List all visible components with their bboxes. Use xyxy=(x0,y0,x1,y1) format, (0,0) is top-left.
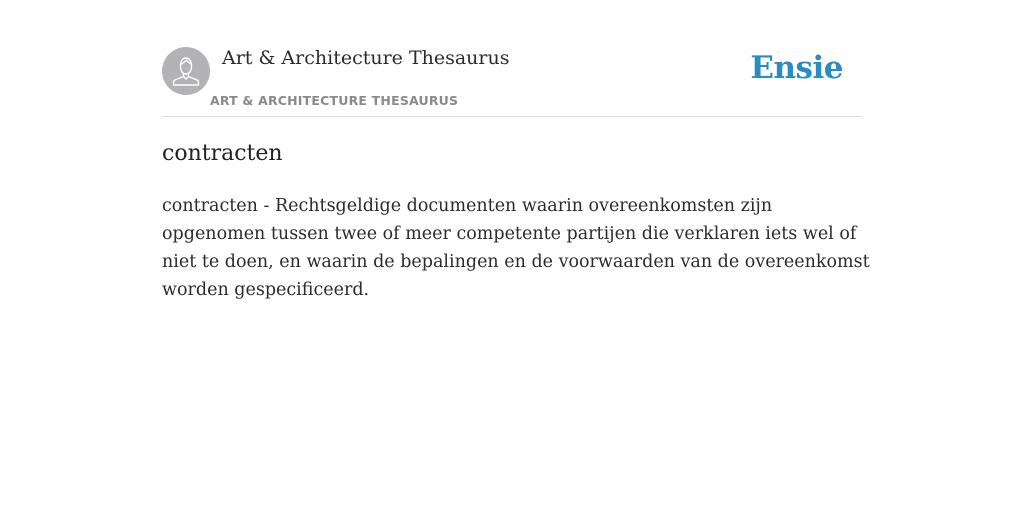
ensie-logo[interactable]: Ensie xyxy=(750,50,843,86)
entry-term: contracten xyxy=(162,141,283,166)
entry-definition: contracten - Rechtsgeldige documenten waarin overeenkomsten zijn opgenomen tussen twee of meer competente partijen die verklaren iets wel of niet te doen, en waarin de bepalingen en de voorwaarden van de overeenkomst worden gespecificeerd. xyxy=(162,196,870,300)
entry-header xyxy=(162,46,862,117)
author-subtitle[interactable]: ART & ARCHITECTURE THESAURUS xyxy=(210,93,459,108)
user-placeholder-icon xyxy=(162,47,210,95)
author-name[interactable]: Art & Architecture Thesaurus xyxy=(222,47,510,69)
author-avatar[interactable] xyxy=(162,47,210,95)
